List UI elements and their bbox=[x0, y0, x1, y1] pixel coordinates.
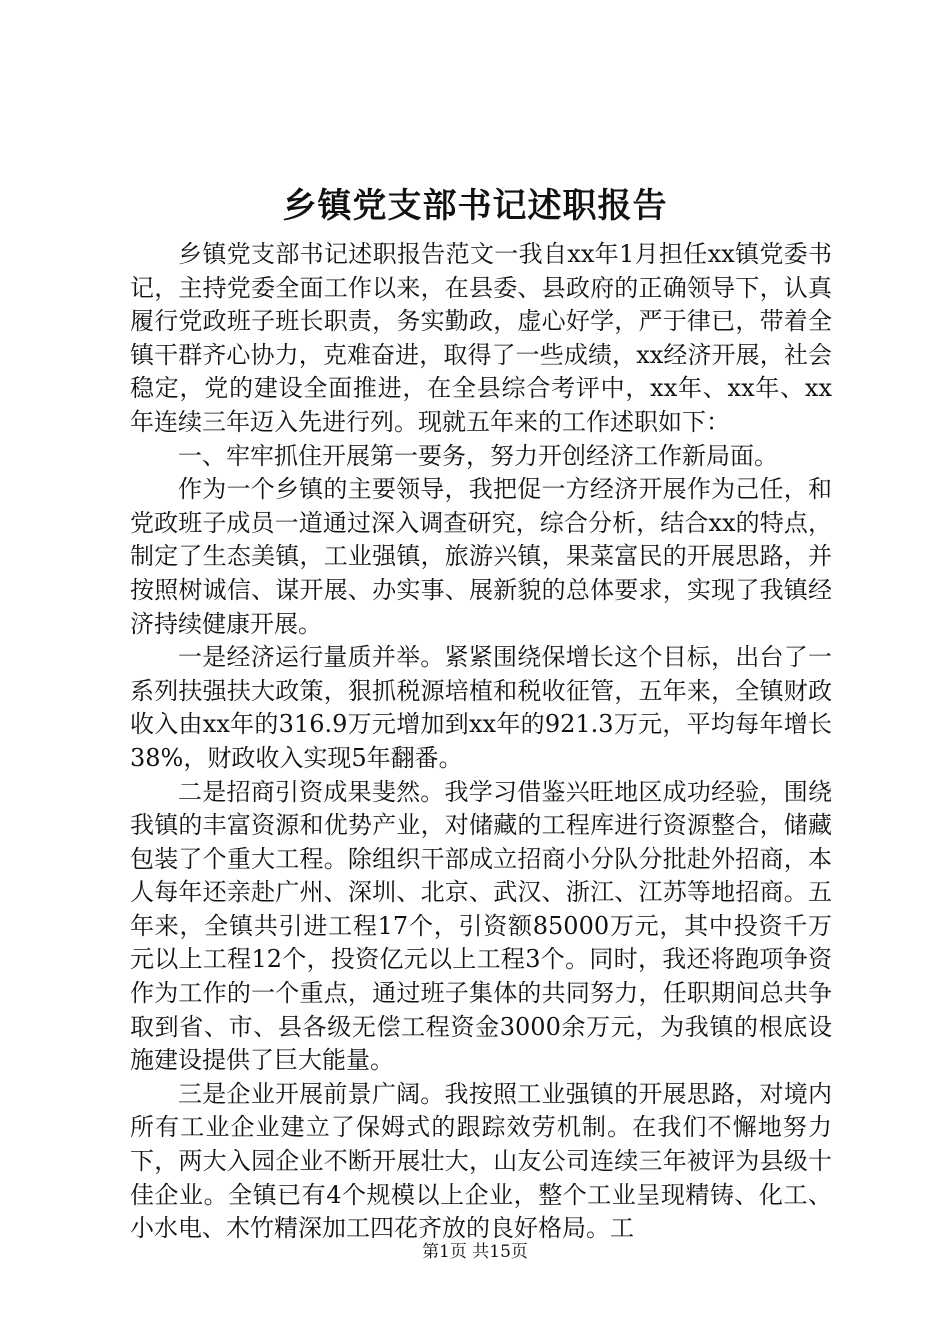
paragraph-enterprise-development: 三是企业开展前景广阔。我按照工业强镇的开展思路，对境内所有工业企业建立了保姆式的跟踪效劳机制。在我们不懈地努力下，两大入园企业不断开展壮大，山友公司连续三年被评为县级十佳企业。全镇已有4个规模以上企业，整个工业呈现精铸、化工、小水电、木竹精深加工四花齐放的良好格局。工 bbox=[130, 1079, 832, 1243]
document-body bbox=[130, 238, 832, 1246]
paragraph-development-approach: 作为一个乡镇的主要领导，我把促一方经济开展作为己任，和党政班子成员一道通过深入调查研究，综合分析，结合xx的特点，制定了生态美镇，工业强镇，旅游兴镇，果菜富民的开展思路，并按照树诚信、谋开展、办实事、展新貌的总体要求，实现了我镇经济持续健康开展。 bbox=[130, 475, 832, 638]
paragraph-economic-operation: 一是经济运行量质并举。紧紧围绕保增长这个目标，出台了一系列扶强扶大政策，狠抓税源培植和税收征管，五年来，全镇财政收入由xx年的316.9万元增加到xx年的921.3万元，平均每年增长38%，财政收入实现5年翻番。 bbox=[130, 643, 832, 772]
paragraph-investment-attraction: 二是招商引资成果斐然。我学习借鉴兴旺地区成功经验，围绕我镇的丰富资源和优势产业，对储藏的工程库进行资源整合，储藏包装了个重大工程。除组织干部成立招商小分队分批赴外招商，本人每年还亲赴广州、深圳、北京、武汉、浙江、江苏等地招商。五年来，全镇共引进工程17个，引资额85000万元，其中投资千万元以上工程12个，投资亿元以上工程3个。同时，我还将跑项争资作为工作的一个重点，通过班子集体的共同努力，任职期间总共争取到省、市、县各级无偿工程资金3000余万元，为我镇的根底设施建设提供了巨大能量。 bbox=[130, 777, 832, 1075]
paragraph-section-heading: 一、牢牢抓住开展第一要务，努力开创经济工作新局面。 bbox=[178, 441, 778, 470]
document-title: 乡镇党支部书记述职报告 bbox=[282, 186, 668, 226]
paragraph-intro: 乡镇党支部书记述职报告范文一我自xx年1月担任xx镇党委书记，主持党委全面工作以来，在县委、县政府的正确领导下，认真履行党政班子班长职责，务实勤政，虚心好学，严于律已，带着全镇干群齐心协力，克难奋进，取得了一些成绩，xx经济开展，社会稳定，党的建设全面推进，在全县综合考评中，xx年、xx年、xx年连续三年迈入先进行列。现就五年来的工作述职如下： bbox=[130, 240, 832, 436]
page-number-footer: 第1页 共15页 bbox=[422, 1242, 528, 1262]
